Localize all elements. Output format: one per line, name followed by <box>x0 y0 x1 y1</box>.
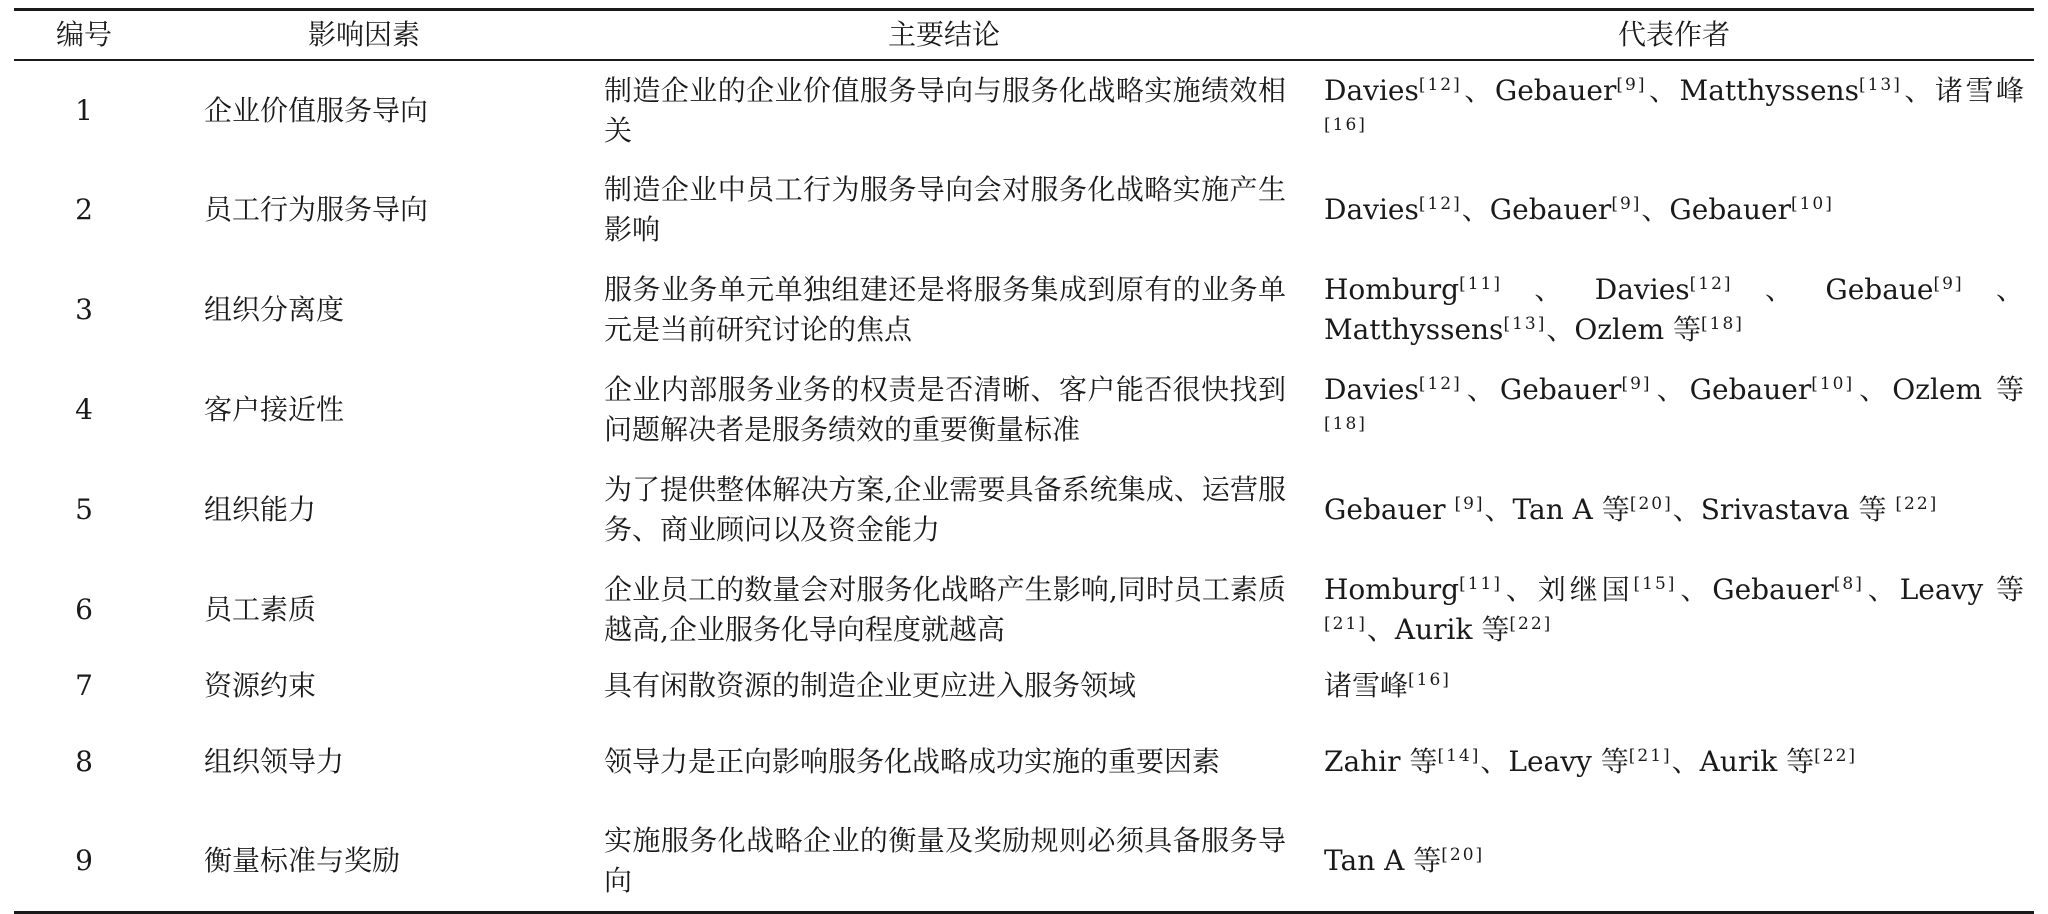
author-name: Davies <box>1324 373 1419 406</box>
table-row <box>14 560 2034 660</box>
citation-ref: [9] <box>1933 274 1964 294</box>
table-row <box>14 660 2034 712</box>
author-name: 、Ozlem 等 <box>1854 373 2025 406</box>
author-name: 、Matthyssens <box>1324 273 2024 346</box>
citation-ref: [12] <box>1689 274 1733 294</box>
main-conclusion: 制造企业的企业价值服务导向与服务化战略实施绩效相关 <box>604 73 1286 147</box>
citation-ref: [8] <box>1833 574 1864 594</box>
citation-ref: [10] <box>1811 374 1855 394</box>
factors-table-container <box>14 8 2034 914</box>
header-conclusion: 主要结论 <box>887 18 1000 51</box>
row-number: 5 <box>75 493 93 526</box>
author-name: 、Aurik 等 <box>1671 745 1815 778</box>
header-no: 编号 <box>55 18 112 51</box>
table-header-row <box>14 10 2034 61</box>
citation-ref: [18] <box>1701 314 1744 334</box>
author-name: Davies <box>1324 73 1419 107</box>
table-row <box>14 812 2034 912</box>
author-name: Tan A 等 <box>1324 844 1442 878</box>
citation-ref: [11] <box>1459 274 1502 294</box>
main-conclusion: 为了提供整体解决方案,企业需要具备系统集成、运营服务、商业顾问以及资金能力 <box>604 473 1286 546</box>
influence-factor: 员工行为服务导向 <box>204 193 429 226</box>
author-name: 、Aurik 等 <box>1366 613 1510 646</box>
factors-table <box>14 8 2034 914</box>
author-name: Gebauer <box>1324 493 1455 526</box>
influence-factor: 衡量标准与奖励 <box>204 844 401 878</box>
influence-factor: 组织分离度 <box>204 293 345 326</box>
author-name: 、Gebauer <box>1651 373 1812 406</box>
influence-factor: 资源约束 <box>204 669 317 702</box>
table-row <box>14 712 2034 812</box>
citation-ref: [16] <box>1408 670 1451 690</box>
representative-authors <box>1314 560 2034 660</box>
author-name: 、刘继国 <box>1502 573 1634 606</box>
citation-ref: [22] <box>1509 614 1553 634</box>
citation-ref: [9] <box>1616 74 1647 95</box>
author-name: 、Gebauer <box>1461 193 1612 226</box>
citation-ref: [22] <box>1814 746 1858 766</box>
influence-factor: 客户接近性 <box>204 393 345 426</box>
row-number: 4 <box>75 393 93 426</box>
citation-ref: [16] <box>1324 114 1367 135</box>
author-name: 、诸雪峰 <box>1901 73 2024 107</box>
main-conclusion: 实施服务化战略企业的衡量及奖励规则必须具备服务导向 <box>604 824 1286 898</box>
influence-factor: 组织能力 <box>204 493 317 526</box>
author-name: Davies <box>1324 193 1419 226</box>
row-number: 3 <box>75 293 93 326</box>
author-name: 、Davies <box>1502 273 1690 306</box>
table-row <box>14 360 2034 460</box>
main-conclusion: 领导力是正向影响服务化战略成功实施的重要因素 <box>604 745 1221 778</box>
citation-ref: [9] <box>1454 494 1485 514</box>
table-row <box>14 160 2034 260</box>
citation-ref: [22] <box>1895 494 1939 514</box>
influence-factor: 员工素质 <box>204 593 317 626</box>
citation-ref: [20] <box>1629 494 1673 514</box>
author-name: 、Matthyssens <box>1646 73 1859 107</box>
citation-ref: [13] <box>1858 74 1902 95</box>
table-row <box>14 60 2034 160</box>
influence-factor: 企业价值服务导向 <box>204 93 429 127</box>
main-conclusion: 服务业务单元单独组建还是将服务集成到原有的业务单元是当前研究讨论的焦点 <box>604 273 1286 346</box>
author-name: Zahir 等 <box>1324 745 1438 778</box>
row-number: 1 <box>75 93 93 127</box>
representative-authors <box>1314 160 2034 260</box>
main-conclusion: 企业员工的数量会对服务化战略产生影响,同时员工素质越高,企业服务化导向程度就越高 <box>604 573 1286 646</box>
author-name: Homburg <box>1324 573 1460 606</box>
author-name: 、Gebaue <box>1732 273 1934 306</box>
author-name: 、Ozlem 等 <box>1546 313 1702 346</box>
author-name: Homburg <box>1324 273 1460 306</box>
author-name: 、Leavy 等 <box>1863 573 2024 606</box>
citation-ref: [21] <box>1324 614 1367 634</box>
citation-ref: [13] <box>1503 314 1547 334</box>
representative-authors <box>1314 660 2034 712</box>
citation-ref: [12] <box>1418 74 1462 95</box>
row-number: 2 <box>75 193 93 226</box>
representative-authors <box>1314 260 2034 360</box>
main-conclusion: 制造企业中员工行为服务导向会对服务化战略实施产生影响 <box>604 173 1286 246</box>
citation-ref: [9] <box>1621 374 1652 394</box>
author-name: 、Gebauer <box>1676 573 1834 606</box>
representative-authors <box>1314 60 2034 160</box>
citation-ref: [9] <box>1611 194 1642 214</box>
citation-ref: [18] <box>1324 414 1367 434</box>
citation-ref: [12] <box>1418 194 1462 214</box>
representative-authors <box>1314 460 2034 560</box>
citation-ref: [12] <box>1418 374 1462 394</box>
row-number: 7 <box>75 669 93 702</box>
header-authors: 代表作者 <box>1617 18 1730 51</box>
table-row <box>14 460 2034 560</box>
citation-ref: [21] <box>1628 746 1672 766</box>
citation-ref: [10] <box>1790 194 1834 214</box>
author-name: 、Srivastava 等 <box>1672 493 1896 526</box>
header-factor: 影响因素 <box>307 18 420 51</box>
influence-factor: 组织领导力 <box>204 745 345 778</box>
author-name: 、Tan A 等 <box>1484 493 1630 526</box>
representative-authors <box>1314 360 2034 460</box>
author-name: 、Gebauer <box>1461 73 1617 107</box>
author-name: 、Gebauer <box>1641 193 1791 226</box>
citation-ref: [11] <box>1459 574 1502 594</box>
author-name: 诸雪峰 <box>1324 669 1409 702</box>
citation-ref: [15] <box>1633 574 1677 594</box>
main-conclusion: 企业内部服务业务的权责是否清晰、客户能否很快找到问题解决者是服务绩效的重要衡量标准 <box>604 373 1286 446</box>
citation-ref: [20] <box>1441 845 1485 866</box>
row-number: 8 <box>75 745 93 778</box>
citation-ref: [14] <box>1437 746 1481 766</box>
table-row <box>14 260 2034 360</box>
author-name: 、Gebauer <box>1461 373 1622 406</box>
representative-authors <box>1314 712 2034 812</box>
row-number: 6 <box>75 593 93 626</box>
author-name: 、Leavy 等 <box>1480 745 1629 778</box>
main-conclusion: 具有闲散资源的制造企业更应进入服务领域 <box>604 669 1137 702</box>
representative-authors <box>1314 812 2034 912</box>
row-number: 9 <box>75 844 93 878</box>
